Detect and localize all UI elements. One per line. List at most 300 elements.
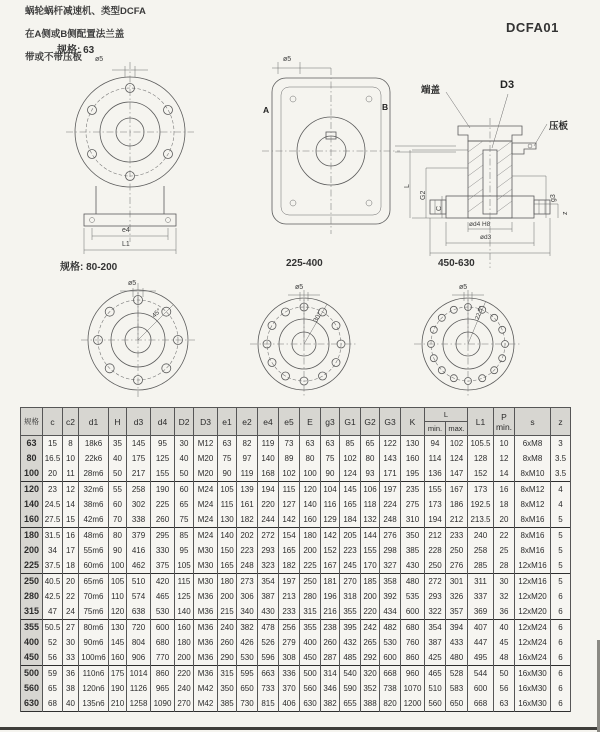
spec-cell: 115	[279, 482, 300, 498]
spec-cell: 116	[321, 497, 340, 512]
spec-cell: 82	[237, 436, 258, 452]
spec-cell: 93	[361, 466, 380, 482]
spec-cell: 315	[218, 666, 237, 682]
spec-cell: 89	[279, 451, 300, 466]
spec-cell: 600	[151, 620, 175, 636]
spec-cell: 860	[401, 650, 425, 666]
spec-cell: 228	[425, 543, 446, 558]
spec-cell: 27.5	[43, 512, 63, 528]
spec-cell: 965	[151, 681, 175, 696]
spec-cell: 5	[551, 528, 571, 544]
spec-cell: 5	[551, 543, 571, 558]
part-label-end-cover: 端盖	[421, 85, 441, 96]
spec-cell: 95	[151, 436, 175, 452]
spec-cell: 143	[380, 451, 401, 466]
spec-cell: 215	[218, 604, 237, 620]
table-row	[21, 696, 571, 712]
spec-cell: 12xM20	[515, 589, 551, 604]
spec-cell: 8xM10	[515, 466, 551, 482]
spec-cell: 63	[218, 436, 237, 452]
dim-label-dia5-side: ø5	[283, 56, 292, 63]
spec-cell: 105	[218, 482, 237, 498]
spec-cell: 815	[258, 696, 279, 712]
spec-cell: 45	[494, 635, 515, 650]
spec-cell: 6	[551, 589, 571, 604]
spec-cell: 20	[494, 512, 515, 528]
spec-cell: 583	[446, 681, 468, 696]
spec-cell: 105.5	[468, 436, 494, 452]
spec-cell: 56	[43, 650, 63, 666]
spec-cell: 223	[237, 543, 258, 558]
col-header: L1	[468, 408, 494, 436]
spec-label-80-200: 规格: 80-200	[60, 262, 118, 273]
spec-cell: 155	[425, 482, 446, 498]
spec-cell: 181	[321, 574, 340, 590]
spec-cell: 6xM8	[515, 436, 551, 452]
spec-cell: 12xM20	[515, 604, 551, 620]
spec-cell: 290	[218, 650, 237, 666]
size-cell: 63 80 100	[21, 436, 43, 482]
spec-cell: 48	[494, 650, 515, 666]
col-header: e1	[218, 408, 237, 436]
spec-cell: 154	[279, 528, 300, 544]
spec-cell: 12xM24	[515, 620, 551, 636]
spec-cell: 298	[380, 543, 401, 558]
spec-cell: 280	[300, 589, 321, 604]
spec-cell: 330	[151, 543, 175, 558]
spec-cell: 28m6	[79, 466, 109, 482]
spec-cell: 8xM16	[515, 512, 551, 528]
spec-cell: 4	[551, 482, 571, 498]
spec-cell: M36	[194, 650, 218, 666]
spec-cell: 18	[494, 497, 515, 512]
col-header: g3	[321, 408, 340, 436]
spec-cell: 233	[446, 528, 468, 544]
spec-cell: M24	[194, 497, 218, 512]
spec-cell: 244	[258, 512, 279, 528]
spec-cell: 205	[340, 528, 361, 544]
spec-cell: 270	[175, 696, 194, 712]
dim-label-dia5-front: ø5	[95, 56, 104, 63]
spec-cell: 370	[279, 681, 300, 696]
spec-cell: 50	[109, 466, 127, 482]
spec-cell: 34	[43, 543, 63, 558]
spec-cell: 14	[494, 466, 515, 482]
spec-cell: 102	[279, 466, 300, 482]
spec-cell: 256	[279, 620, 300, 636]
col-header: d3	[127, 408, 151, 436]
spec-cell: M36	[194, 620, 218, 636]
spec-cell: 124	[340, 466, 361, 482]
col-header: 规格	[21, 408, 43, 436]
dim-label-l: L	[404, 184, 411, 188]
spec-cell: 180	[300, 528, 321, 544]
spec-cell: 273	[237, 574, 258, 590]
spec-cell: 60m6	[79, 558, 109, 574]
spec-label-63: 规格: 63	[57, 45, 95, 56]
spec-cell: 510	[425, 681, 446, 696]
spec-cell: 171	[380, 466, 401, 482]
spec-cell: 60	[109, 497, 127, 512]
spec-cell: 31.5	[43, 528, 63, 544]
spec-cell: 100	[109, 558, 127, 574]
table-row	[21, 604, 571, 620]
spec-cell: 155	[361, 543, 380, 558]
spec-cell: 804	[127, 635, 151, 650]
spec-cell: 301	[446, 574, 468, 590]
spec-cell: M30	[194, 558, 218, 574]
spec-cell: 180	[175, 635, 194, 650]
spec-cell: 186	[446, 497, 468, 512]
spec-cell: 80	[300, 451, 321, 466]
spec-cell: 50.5	[43, 620, 63, 636]
spec-cell: 32	[494, 589, 515, 604]
col-header: L	[425, 408, 468, 422]
spec-cell: 22	[494, 528, 515, 544]
spec-cell: 42m6	[79, 512, 109, 528]
dim-label-dia-d3: ød3	[480, 234, 492, 241]
spec-cell: 213	[279, 589, 300, 604]
col-header: G3	[380, 408, 401, 436]
spec-cell: 48m6	[79, 528, 109, 544]
spec-cell: 210	[109, 696, 127, 712]
spec-cell: 426	[237, 635, 258, 650]
spec-cell: 327	[380, 558, 401, 574]
col-header: e5	[279, 408, 300, 436]
spec-cell: 447	[468, 635, 494, 650]
spec-cell: 526	[258, 635, 279, 650]
spec-cell: M36	[194, 589, 218, 604]
spec-cell: 318	[340, 589, 361, 604]
spec-cell: 135n6	[79, 696, 109, 712]
spec-cell: 16xM30	[515, 696, 551, 712]
spec-cell: 720	[127, 620, 151, 636]
spec-cell: 175	[127, 451, 151, 466]
spec-cell: M30	[194, 574, 218, 590]
spec-cell: 354	[258, 574, 279, 590]
spec-cell: 12xM16	[515, 574, 551, 590]
spec-cell: 260	[151, 512, 175, 528]
spec-cell: 355	[340, 604, 361, 620]
spec-cell: 6	[551, 696, 571, 712]
spec-cell: 322	[425, 604, 446, 620]
spec-cell: 30	[175, 436, 194, 452]
spec-cell: 25	[494, 543, 515, 558]
spec-cell: 120	[300, 482, 321, 498]
spec-cell: 400	[300, 635, 321, 650]
col-header: c	[43, 408, 63, 436]
part-label-clamp-plate: 压板	[549, 121, 569, 132]
spec-cell: 250	[446, 543, 468, 558]
spec-cell: 270	[340, 574, 361, 590]
spec-cell: 145	[127, 436, 151, 452]
spec-cell: M42	[194, 696, 218, 712]
spec-cell: 245	[340, 558, 361, 574]
spec-cell: 59	[43, 666, 63, 682]
spec-cell: 18k6	[79, 436, 109, 452]
spec-cell: 680	[401, 620, 425, 636]
spec-cell: 292	[361, 650, 380, 666]
spec-cell: 200	[300, 543, 321, 558]
spec-cell: 480	[446, 650, 468, 666]
scan-edge-bottom	[0, 727, 600, 730]
spec-cell: 90	[218, 466, 237, 482]
spec-cell: 70m6	[79, 589, 109, 604]
spec-cell: 3.5	[551, 451, 571, 466]
spec-cell: 102	[340, 451, 361, 466]
spec-cell: 122	[380, 436, 401, 452]
spec-cell: 326	[446, 589, 468, 604]
col-header: P min.	[494, 408, 515, 436]
spec-cell: 150	[218, 543, 237, 558]
spec-cell: 314	[321, 666, 340, 682]
spec-cell: 5	[551, 574, 571, 590]
spec-cell: 395	[340, 620, 361, 636]
spec-cell: 63	[494, 696, 515, 712]
spec-cell: 27	[63, 620, 79, 636]
spec-cell: 8xM12	[515, 497, 551, 512]
spec-cell: 302	[127, 497, 151, 512]
spec-cell: 544	[468, 666, 494, 682]
spec-cell: 97	[237, 451, 258, 466]
spec-cell: 173	[425, 497, 446, 512]
spec-cell: 638	[127, 604, 151, 620]
spec-cell: 3.5	[551, 466, 571, 482]
spec-cell: 535	[401, 589, 425, 604]
col-header: E	[300, 408, 321, 436]
spec-cell: 119	[237, 466, 258, 482]
spec-cell: 293	[258, 543, 279, 558]
spec-cell: 106	[361, 482, 380, 498]
spec-cell: 118	[361, 497, 380, 512]
spec-cell: 16.5	[43, 451, 63, 466]
spec-cell: 311	[468, 574, 494, 590]
spec-cell: 430	[401, 558, 425, 574]
size-cell: 500 560 630	[21, 666, 43, 712]
dim-label-dia5-c3: ø5	[459, 284, 468, 291]
spec-cell: 275	[401, 497, 425, 512]
table-row	[21, 543, 571, 558]
spec-cell: 125	[151, 451, 175, 466]
spec-cell: 170	[361, 558, 380, 574]
spec-cell: 6	[551, 650, 571, 666]
spec-cell: 168	[258, 466, 279, 482]
spec-cell: 213.5	[468, 512, 494, 528]
spec-cell: 160	[109, 650, 127, 666]
spec-cell: 1126	[127, 681, 151, 696]
spec-label-450-630: 450-630	[438, 258, 475, 269]
spec-label-225-400: 225-400	[286, 258, 323, 269]
spec-cell: 35	[109, 436, 127, 452]
size-group	[21, 666, 571, 712]
spec-cell: 375	[151, 558, 175, 574]
dim-label-z: z	[562, 211, 569, 215]
spec-cell: 140	[300, 497, 321, 512]
spec-cell: 1090	[151, 696, 175, 712]
spec-cell: 147	[446, 466, 468, 482]
title-line-3: 带或不带压板	[25, 52, 83, 63]
spec-cell: 560	[425, 696, 446, 712]
spec-cell: 182	[279, 558, 300, 574]
spec-cell: 323	[258, 558, 279, 574]
spec-cell: 10	[63, 451, 79, 466]
spec-cell: 5	[551, 512, 571, 528]
spec-cell: 85	[340, 436, 361, 452]
spec-cell: M24	[194, 512, 218, 528]
spec-cell: 192.5	[468, 497, 494, 512]
dim-label-e4: e4	[122, 227, 130, 234]
spec-cell: 124	[446, 451, 468, 466]
spec-cell: 17	[63, 543, 79, 558]
spec-cell: 308	[279, 650, 300, 666]
spec-cell: 385	[401, 543, 425, 558]
spec-cell: 20	[63, 574, 79, 590]
spec-cell: 47	[43, 604, 63, 620]
spec-cell: 165	[279, 543, 300, 558]
spec-cell: 140	[218, 528, 237, 544]
spec-cell: 530	[380, 635, 401, 650]
spec-cell: 185	[361, 574, 380, 590]
dim-label-c: C	[436, 205, 443, 211]
spec-cell: 40	[109, 451, 127, 466]
spec-cell: 248	[380, 512, 401, 528]
spec-cell: 40	[175, 451, 194, 466]
spec-cell: 730	[237, 696, 258, 712]
spec-cell: 240	[468, 528, 494, 544]
spec-cell: 242	[361, 620, 380, 636]
table-row	[21, 589, 571, 604]
spec-cell: 394	[446, 620, 468, 636]
spec-cell: 68	[43, 696, 63, 712]
spec-cell: 90	[321, 466, 340, 482]
spec-cell: 600	[401, 604, 425, 620]
spec-cell: M12	[194, 436, 218, 452]
spec-cell: 212	[425, 528, 446, 544]
spec-cell: 434	[380, 604, 401, 620]
spec-cell: 23	[43, 482, 63, 498]
spec-cell: 285	[468, 558, 494, 574]
spec-cell: 15	[43, 436, 63, 452]
spec-cell: 387	[258, 589, 279, 604]
spec-cell: 16	[63, 528, 79, 544]
spec-cell: 407	[468, 620, 494, 636]
spec-cell: 650	[446, 696, 468, 712]
spec-cell: 3	[551, 436, 571, 452]
spec-cell: 40	[494, 620, 515, 636]
spec-cell: 33	[63, 650, 79, 666]
spec-cell: 202	[237, 528, 258, 544]
spec-cell: 155	[151, 466, 175, 482]
spec-cell: 100m6	[79, 650, 109, 666]
spec-cell: 152	[468, 466, 494, 482]
dim-label-g3: g3	[550, 194, 557, 202]
col-header: e2	[237, 408, 258, 436]
size-cell: 355 400 450	[21, 620, 43, 666]
spec-cell: 16xM30	[515, 681, 551, 696]
spec-cell: 8	[63, 436, 79, 452]
spec-cell: 110	[109, 589, 127, 604]
spec-cell: 190	[151, 482, 175, 498]
table-row	[21, 635, 571, 650]
spec-cell: 142	[279, 512, 300, 528]
spec-cell: 80m6	[79, 620, 109, 636]
spec-cell: 56	[494, 681, 515, 696]
spec-cell: 37.5	[43, 558, 63, 574]
dim-label-dia-d4: ød4 H8	[469, 221, 491, 228]
spec-cell: 352	[361, 681, 380, 696]
spec-cell: 75	[321, 451, 340, 466]
spec-cell: 420	[151, 574, 175, 590]
table-row	[21, 681, 571, 696]
spec-cell: 663	[258, 666, 279, 682]
spec-cell: 160	[401, 451, 425, 466]
spec-cell: 65	[361, 436, 380, 452]
spec-cell: 100	[300, 466, 321, 482]
spec-cell: 8xM16	[515, 528, 551, 544]
spec-cell: 540	[340, 666, 361, 682]
spec-cell: 416	[127, 543, 151, 558]
spec-cell: 382	[237, 620, 258, 636]
col-header: c2	[63, 408, 79, 436]
spec-cell: 160	[175, 620, 194, 636]
col-header: z	[551, 408, 571, 436]
spec-cell: 8xM8	[515, 451, 551, 466]
spec-cell: 287	[321, 650, 340, 666]
spec-cell: 65	[43, 681, 63, 696]
spec-cell: 738	[380, 681, 401, 696]
view-label-b: B	[382, 102, 389, 112]
spec-cell: 16xM30	[515, 666, 551, 682]
spec-cell: M36	[194, 666, 218, 682]
spec-cell: 600	[468, 681, 494, 696]
spec-cell: 12xM24	[515, 635, 551, 650]
size-group	[21, 436, 571, 482]
table-row	[21, 497, 571, 512]
spec-cell: 12	[494, 451, 515, 466]
spec-cell: 95	[175, 543, 194, 558]
spec-cell: 574	[127, 589, 151, 604]
spec-cell: 114	[425, 451, 446, 466]
spec-cell: 1200	[401, 696, 425, 712]
spec-cell: 8xM16	[515, 543, 551, 558]
spec-cell: 30	[63, 635, 79, 650]
spec-cell: 595	[237, 666, 258, 682]
spec-cell: M42	[194, 681, 218, 696]
spec-cell: 63	[300, 436, 321, 452]
spec-cell: 24	[63, 604, 79, 620]
spec-cell: 20	[43, 466, 63, 482]
spec-cell: 590	[340, 681, 361, 696]
spec-cell: 1258	[127, 696, 151, 712]
spec-cell: 32m6	[79, 482, 109, 498]
spec-cell: 80	[109, 528, 127, 544]
spec-cell: 315	[300, 604, 321, 620]
spec-cell: 260	[321, 635, 340, 650]
spec-cell: 212	[446, 512, 468, 528]
spec-cell: 668	[380, 666, 401, 682]
spec-cell: M24	[194, 482, 218, 498]
spec-cell: 22	[63, 589, 79, 604]
spec-cell: 200	[361, 589, 380, 604]
col-header: min.	[425, 422, 446, 436]
spec-cell: 388	[361, 696, 380, 712]
spec-cell: 357	[446, 604, 468, 620]
table-row	[21, 650, 571, 666]
spec-cell: 465	[425, 666, 446, 682]
spec-cell: 462	[127, 558, 151, 574]
spec-cell: 450	[300, 650, 321, 666]
spec-cell: 120n6	[79, 681, 109, 696]
